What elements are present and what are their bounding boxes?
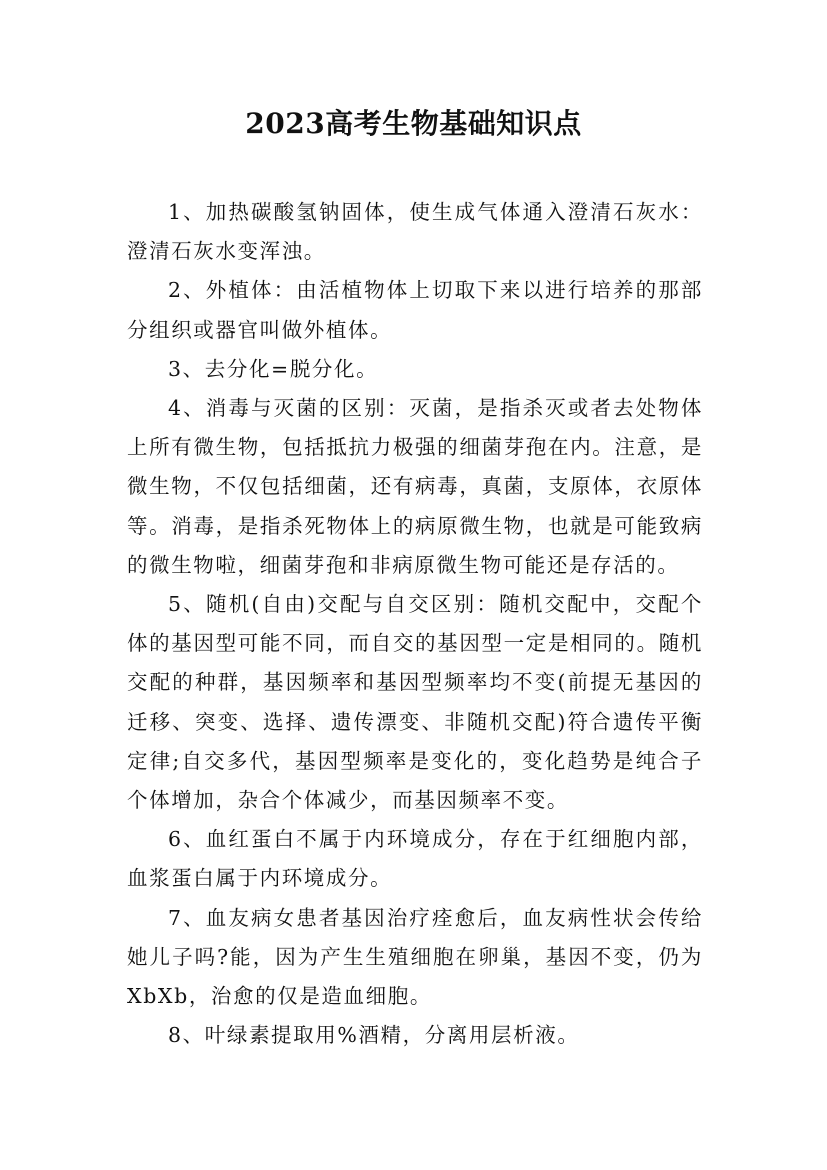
document-title: 2023高考生物基础知识点 <box>245 107 582 140</box>
paragraph-1: 1、加热碳酸氢钠固体，使生成气体通入澄清石灰水：澄清石灰水变浑浊。 <box>127 200 703 264</box>
paragraph-4: 4、消毒与灭菌的区别：灭菌，是指杀灭或者去处物体上所有微生物，包括抵抗力极强的细菌芽孢在内。注意，是微生物，不仅包括细菌，还有病毒，真菌，支原体，衣原体等。消毒，是指杀死物体上的病原微生物，也就是可能致病的微生物啦，细菌芽孢和非病原微生物可能还是存活的。 <box>127 396 703 577</box>
paragraph-7: 7、血友病女患者基因治疗痊愈后，血友病性状会传给她儿子吗?能，因为产生生殖细胞在卵巢，基因不变，仍为XbXb，治愈的仅是造血细胞。 <box>127 905 703 1009</box>
paragraph-8: 8、叶绿素提取用%酒精，分离用层析液。 <box>168 1023 580 1048</box>
paragraph-5: 5、随机(自由)交配与自交区别：随机交配中，交配个体的基因型可能不同，而自交的基因型一定是相同的。随机交配的种群，基因频率和基因型频率均不变(前提无基因的迁移、突变、选择、遗传漂变、非随机交配)符合遗传平衡定律;自交多代，基因型频率是变化的，变化趋势是纯合子个体增加，杂合个体减少，而基因频率不变。 <box>127 592 703 813</box>
paragraph-3: 3、去分化=脱分化。 <box>168 356 379 381</box>
paragraph-6: 6、血红蛋白不属于内环境成分，存在于红细胞内部，血浆蛋白属于内环境成分。 <box>127 827 703 891</box>
paragraph-2: 2、外植体：由活植物体上切取下来以进行培养的那部分组织或器官叫做外植体。 <box>127 278 703 342</box>
document-body <box>127 193 703 1055</box>
